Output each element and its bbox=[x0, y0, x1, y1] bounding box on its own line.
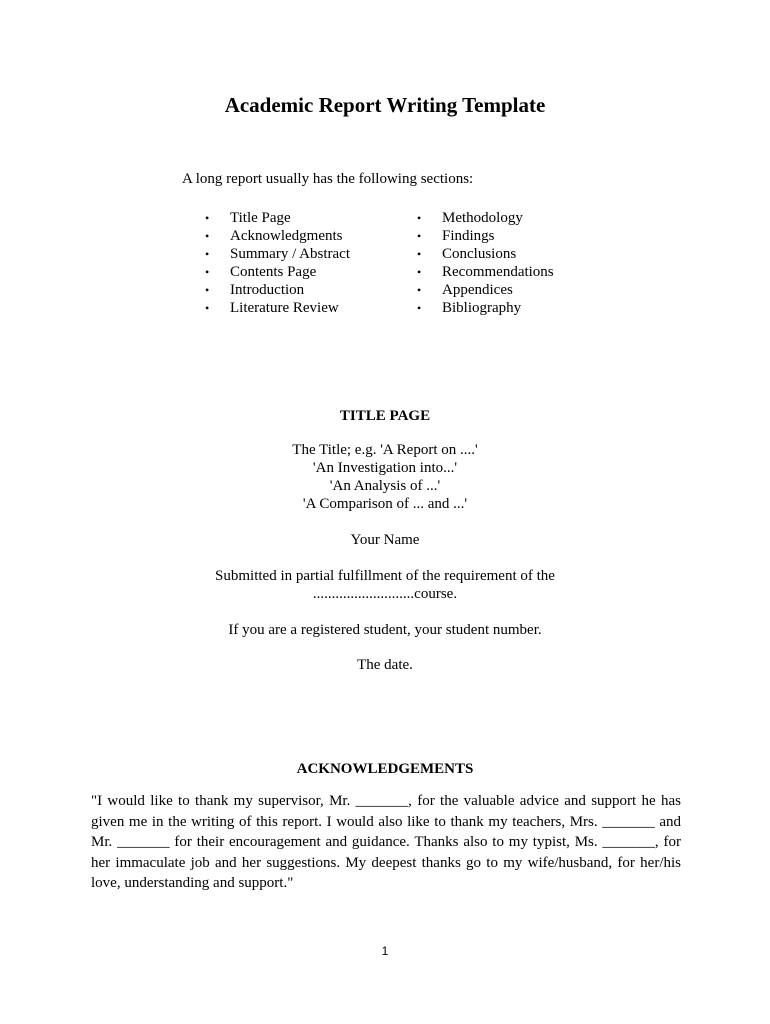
list-item-label: Title Page bbox=[230, 210, 291, 226]
date-line: The date. bbox=[357, 657, 413, 673]
bullet-icon: • bbox=[417, 247, 422, 261]
section-list-left bbox=[205, 209, 350, 317]
list-item bbox=[417, 281, 554, 299]
list-item-label: Acknowledgments bbox=[230, 228, 343, 244]
your-name-line: Your Name bbox=[350, 532, 420, 548]
title-page-heading: TITLE PAGE bbox=[339, 408, 431, 424]
list-item-label: Conclusions bbox=[442, 246, 517, 262]
submitted-line: Submitted in partial fulfillment of the requirement of the bbox=[215, 568, 555, 584]
list-item bbox=[417, 299, 554, 317]
list-item bbox=[205, 209, 350, 227]
list-item-label: Contents Page bbox=[230, 264, 317, 280]
student-number-line: If you are a registered student, your student number. bbox=[228, 622, 542, 638]
list-item-label: Bibliography bbox=[442, 300, 522, 316]
title-example-line: 'An Analysis of ...' bbox=[329, 478, 441, 494]
list-item bbox=[417, 209, 554, 227]
bullet-icon: • bbox=[205, 229, 210, 243]
bullet-icon: • bbox=[205, 211, 210, 225]
bullet-icon: • bbox=[417, 301, 422, 315]
bullet-icon: • bbox=[417, 229, 422, 243]
bullet-icon: • bbox=[205, 283, 210, 297]
bullet-icon: • bbox=[205, 247, 210, 261]
list-item-label: Recommendations bbox=[442, 264, 554, 280]
list-item bbox=[205, 263, 350, 281]
acknowledgements-heading: ACKNOWLEDGEMENTS bbox=[296, 761, 474, 777]
list-item-label: Findings bbox=[442, 228, 495, 244]
list-item-label: Appendices bbox=[442, 282, 513, 298]
intro-text: A long report usually has the following sections: bbox=[182, 171, 474, 187]
bullet-icon: • bbox=[417, 265, 422, 279]
list-item-label: Summary / Abstract bbox=[230, 246, 350, 262]
list-item bbox=[417, 245, 554, 263]
list-item bbox=[205, 245, 350, 263]
list-item bbox=[205, 299, 350, 317]
list-item-label: Methodology bbox=[442, 210, 523, 226]
list-item bbox=[417, 227, 554, 245]
list-item-label: Introduction bbox=[230, 282, 305, 298]
bullet-icon: • bbox=[205, 265, 210, 279]
bullet-icon: • bbox=[417, 283, 422, 297]
page-number: 1 bbox=[381, 944, 389, 958]
section-list-right bbox=[417, 209, 554, 317]
list-item bbox=[417, 263, 554, 281]
title-example-line: 'An Investigation into...' bbox=[312, 460, 458, 476]
list-item-label: Literature Review bbox=[230, 300, 339, 316]
list-item bbox=[205, 281, 350, 299]
bullet-icon: • bbox=[417, 211, 422, 225]
document-title: Academic Report Writing Template bbox=[224, 93, 546, 117]
submitted-line: ...........................course. bbox=[312, 586, 458, 602]
title-example-line: The Title; e.g. 'A Report on ....' bbox=[292, 442, 478, 458]
bullet-icon: • bbox=[205, 301, 210, 315]
acknowledgements-body: "I would like to thank my supervisor, Mr. _______, for the valuable advice and support he has given me in the writing of this report. I would also like to thank my teachers, Mrs. _______ and Mr. _______ for their encouragement and guidance. Thanks also to my typist, Ms. _______, for her immaculate job and her suggestions. My deepest thanks go to my wife/husband, for her/his love, understanding and support." bbox=[91, 793, 681, 891]
list-item bbox=[205, 227, 350, 245]
title-example-line: 'A Comparison of ... and ...' bbox=[302, 496, 468, 512]
